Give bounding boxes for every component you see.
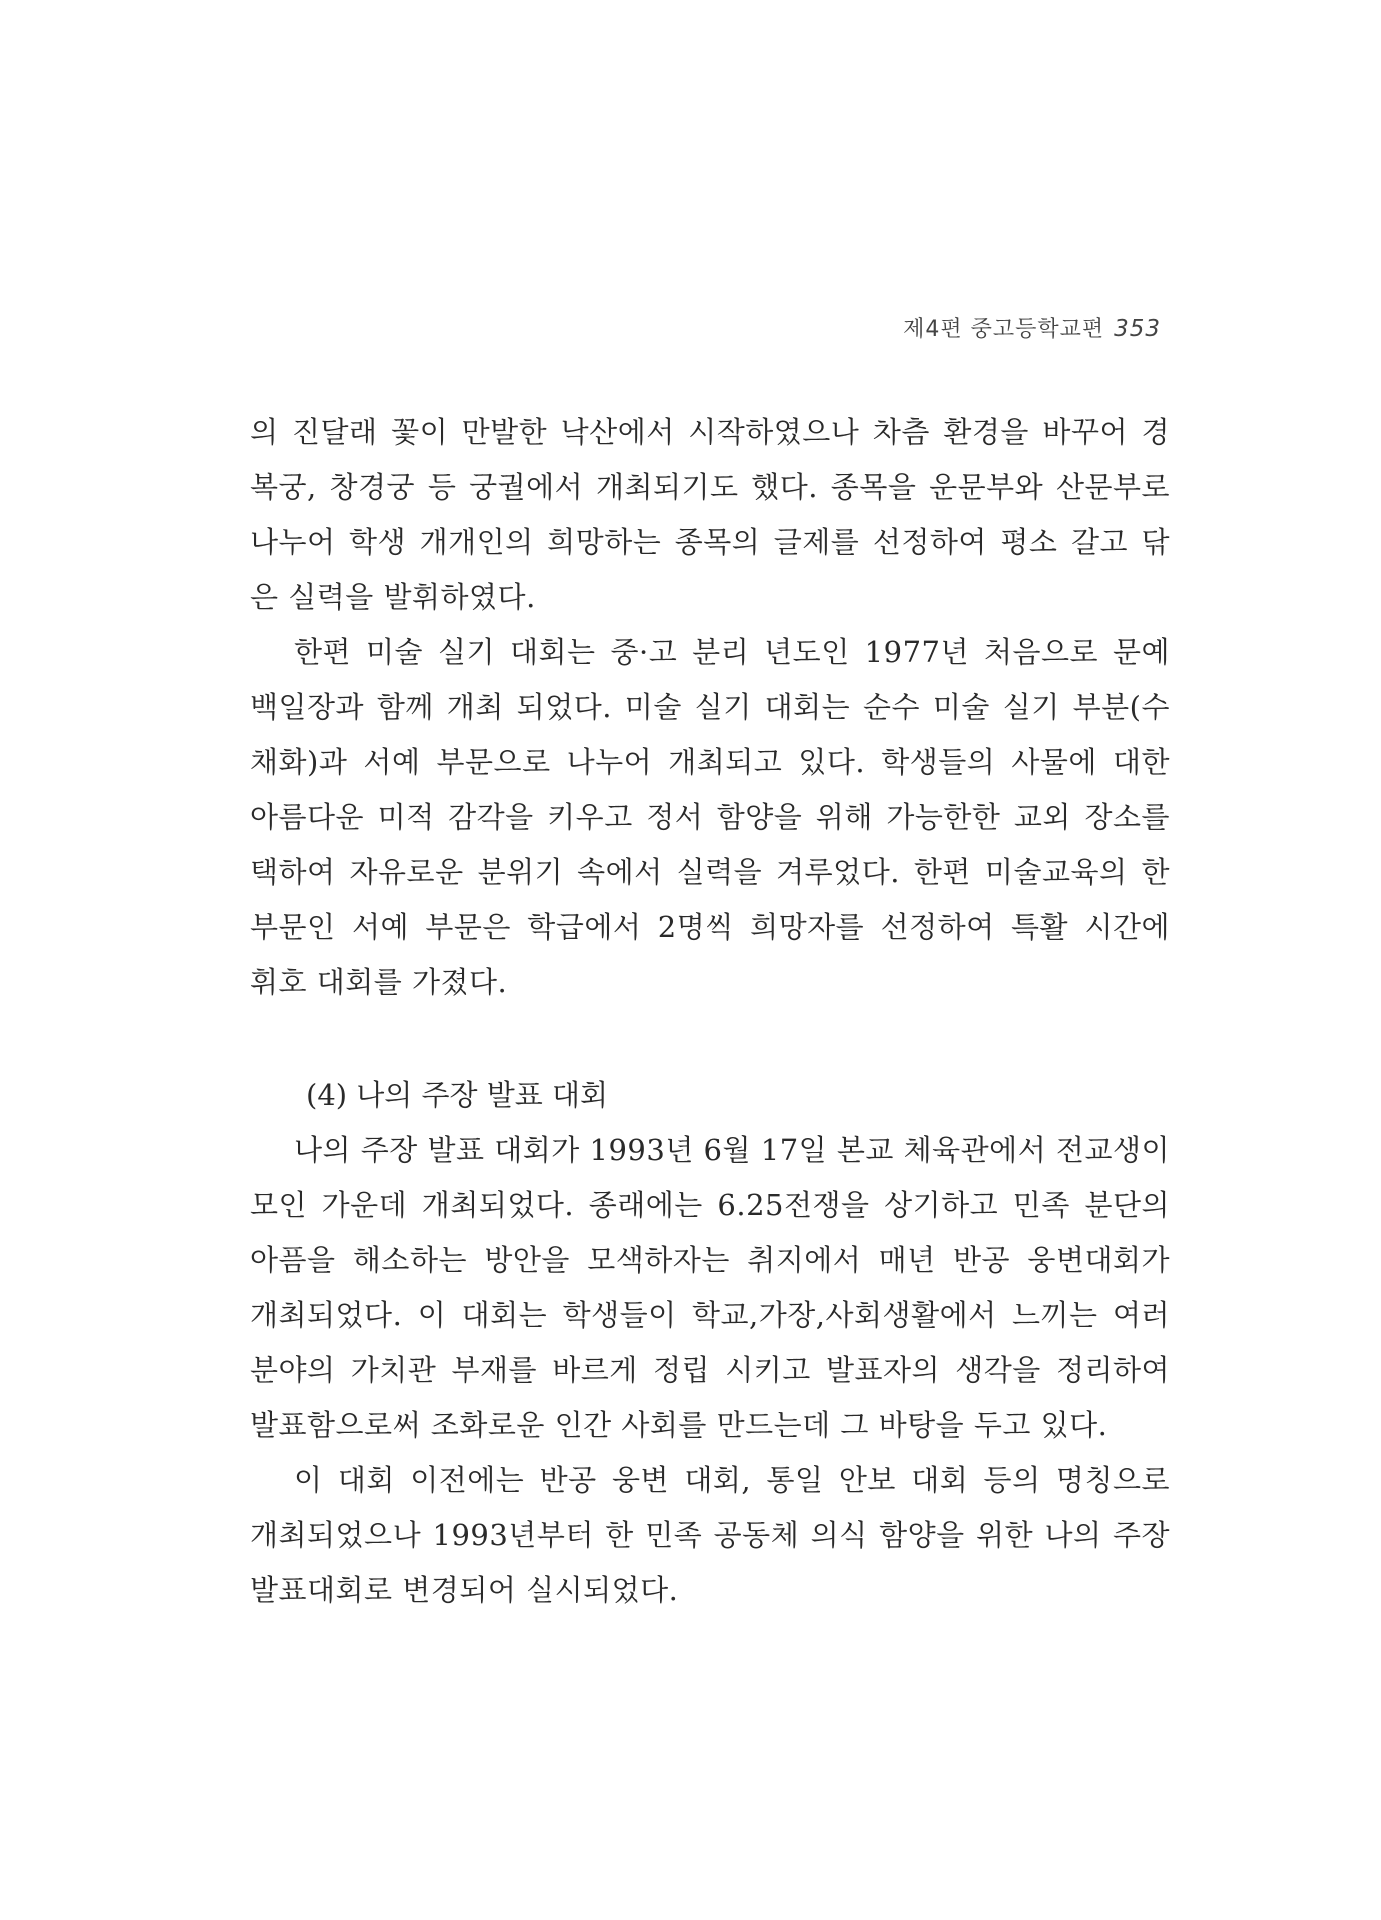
text-line: 나누어 학생 개개인의 희망하는 종목의 글제를 선정하여 평소 갈고 닦 — [250, 525, 1170, 559]
running-header — [903, 312, 1161, 343]
paragraph-3 — [250, 1123, 1170, 1453]
paragraph-2 — [250, 625, 1170, 1010]
subsection-heading: (4) 나의 주장 발표 대회 — [306, 1078, 609, 1112]
text-line: 이 대회 이전에는 반공 웅변 대회, 통일 안보 대회 등의 명칭으로 — [294, 1463, 1170, 1497]
text-line: 백일장과 함께 개최 되었다. 미술 실기 대회는 순수 미술 실기 부분(수 — [250, 690, 1170, 724]
text-line: 휘호 대회를 가졌다. — [250, 965, 508, 999]
text-line: 분야의 가치관 부재를 바르게 정립 시키고 발표자의 생각을 정리하여 — [250, 1353, 1170, 1387]
text-line: 한편 미술 실기 대회는 중·고 분리 년도인 1977년 처음으로 문예 — [294, 635, 1170, 669]
paragraph-1 — [250, 405, 1170, 625]
section-title: 제4편 중고등학교편 — [903, 317, 1105, 342]
text-line: 부문인 서예 부문은 학급에서 2명씩 희망자를 선정하여 특활 시간에 — [250, 910, 1170, 944]
text-line: 개최되었다. 이 대회는 학생들이 학교,가장,사회생활에서 느끼는 여러 — [250, 1298, 1170, 1332]
text-line: 개최되었으나 1993년부터 한 민족 공동체 의식 함양을 위한 나의 주장 — [250, 1518, 1170, 1552]
text-line: 채화)과 서예 부문으로 나누어 개최되고 있다. 학생들의 사물에 대한 — [250, 745, 1170, 779]
text-line: 아픔을 해소하는 방안을 모색하자는 취지에서 매년 반공 웅변대회가 — [250, 1243, 1170, 1277]
text-line: 아름다운 미적 감각을 키우고 정서 함양을 위해 가능한한 교외 장소를 — [250, 800, 1170, 834]
text-line: 복궁, 창경궁 등 궁궐에서 개최되기도 했다. 종목을 운문부와 산문부로 — [250, 470, 1170, 504]
paragraph-4 — [250, 1453, 1170, 1618]
text-line: 은 실력을 발휘하였다. — [250, 580, 536, 614]
text-line: 택하여 자유로운 분위기 속에서 실력을 겨루었다. 한편 미술교육의 한 — [250, 855, 1170, 889]
text-line: 발표대회로 변경되어 실시되었다. — [250, 1573, 679, 1607]
section-spacer — [250, 1010, 1170, 1068]
text-line: 의 진달래 꽃이 만발한 낙산에서 시작하였으나 차츰 환경을 바꾸어 경 — [250, 415, 1170, 449]
body-text — [250, 405, 1170, 1618]
text-line: 나의 주장 발표 대회가 1993년 6월 17일 본교 체육관에서 전교생이 — [294, 1133, 1170, 1167]
text-line: 모인 가운데 개최되었다. 종래에는 6.25전쟁을 상기하고 민족 분단의 — [250, 1188, 1170, 1222]
text-line: 발표함으로써 조화로운 인간 사회를 만드는데 그 바탕을 두고 있다. — [250, 1408, 1108, 1442]
page-number: 353 — [1114, 316, 1161, 342]
